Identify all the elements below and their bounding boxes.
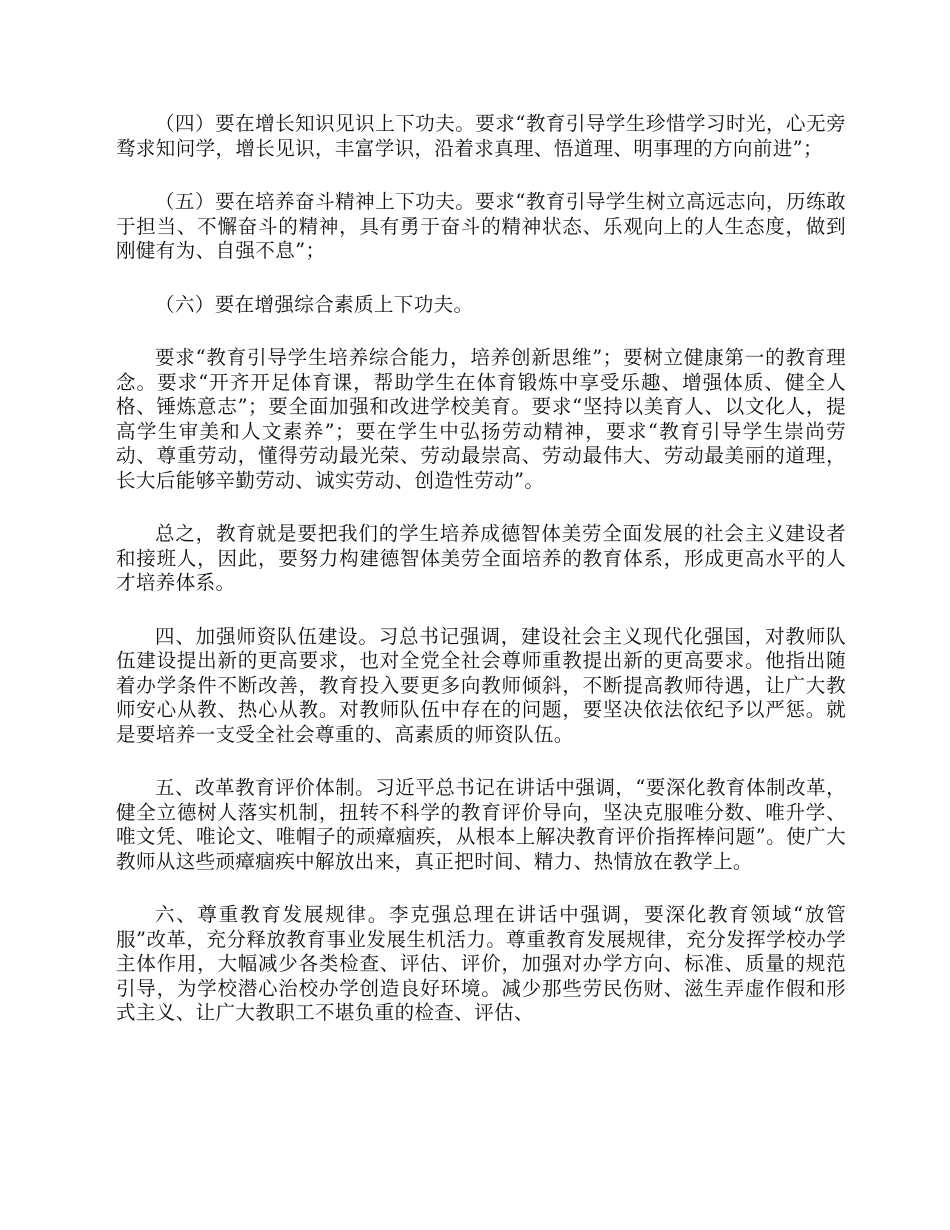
paragraph-summary: 总之，教育就是要把我们的学生培养成德智体美劳全面发展的社会主义建设者和接班人，因此，要努力构建德智体美劳全面培养的教育体系，形成更高水平的人才培养体系。 (116, 522, 846, 594)
paragraph-section-6-heading: （六）要在增强综合素质上下功夫。 (155, 292, 474, 316)
paragraph-teacher-team: 四、加强师资队伍建设。习总书记强调，建设社会主义现代化强国，对教师队伍建设提出新的更高要求，也对全党全社会尊师重教提出新的更高要求。他指出随着办学条件不断改善，教育投入要更多向教师倾斜，不断提高教师待遇，让广大教师安心从教、热心从教。对教师队伍中存在的问题，要坚决依法依纪予以严惩。就是要培养一支受全社会尊重的、高素质的师资队伍。 (116, 624, 846, 746)
paragraph-section-6-body: 要求“教育引导学生培养综合能力，培养创新思维”；要树立健康第一的教育理念。要求“开齐开足体育课，帮助学生在体育锻炼中享受乐趣、增强体质、健全人格、锤炼意志”；要全面加强和改进学校美育。要求“坚持以美育人、以文化人，提高学生审美和人文素养”；要在学生中弘扬劳动精神，要求“教育引导学生崇尚劳动、尊重劳动，懂得劳动最光荣、劳动最崇高、劳动最伟大、劳动最美丽的道理，长大后能够辛勤劳动、诚实劳动、创造性劳动”。 (116, 346, 846, 492)
paragraph-education-laws: 六、尊重教育发展规律。李克强总理在讲话中强调，要深化教育领域“放管服”改革，充分释放教育事业发展生机活力。尊重教育发展规律，充分发挥学校办学主体作用，大幅减少各类检查、评估、评价，加强对办学方向、标准、质量的规范引导，为学校潜心治校办学创造良好环境。减少那些劳民伤财、滋生弄虚作假和形式主义、让广大教职工不堪负重的检查、评估、 (116, 903, 846, 1024)
paragraph-section-4: （四）要在增长知识见识上下功夫。要求“教育引导学生珍惜学习时光，心无旁骛求知问学，增长见识，丰富学识，沿着求真理、悟道理、明事理的方向前进”； (116, 112, 846, 160)
document-body (116, 112, 846, 1055)
paragraph-evaluation-reform: 五、改革教育评价体制。习近平总书记在讲话中强调，“要深化教育体制改革，健全立德树人落实机制，扭转不科学的教育评价导向，坚决克服唯分数、唯升学、唯文凭、唯论文、唯帽子的顽瘴痼疾，从根本上解决教育评价指挥棒问题”。使广大教师从这些顽瘴痼疾中解放出来，真正把时间、精力、热情放在教学上。 (116, 776, 846, 873)
paragraph-section-5: （五）要在培养奋斗精神上下功夫。要求“教育引导学生树立高远志向，历练敢于担当、不懈奋斗的精神，具有勇于奋斗的精神状态、乐观向上的人生态度，做到刚健有为、自强不息”； (116, 190, 846, 262)
